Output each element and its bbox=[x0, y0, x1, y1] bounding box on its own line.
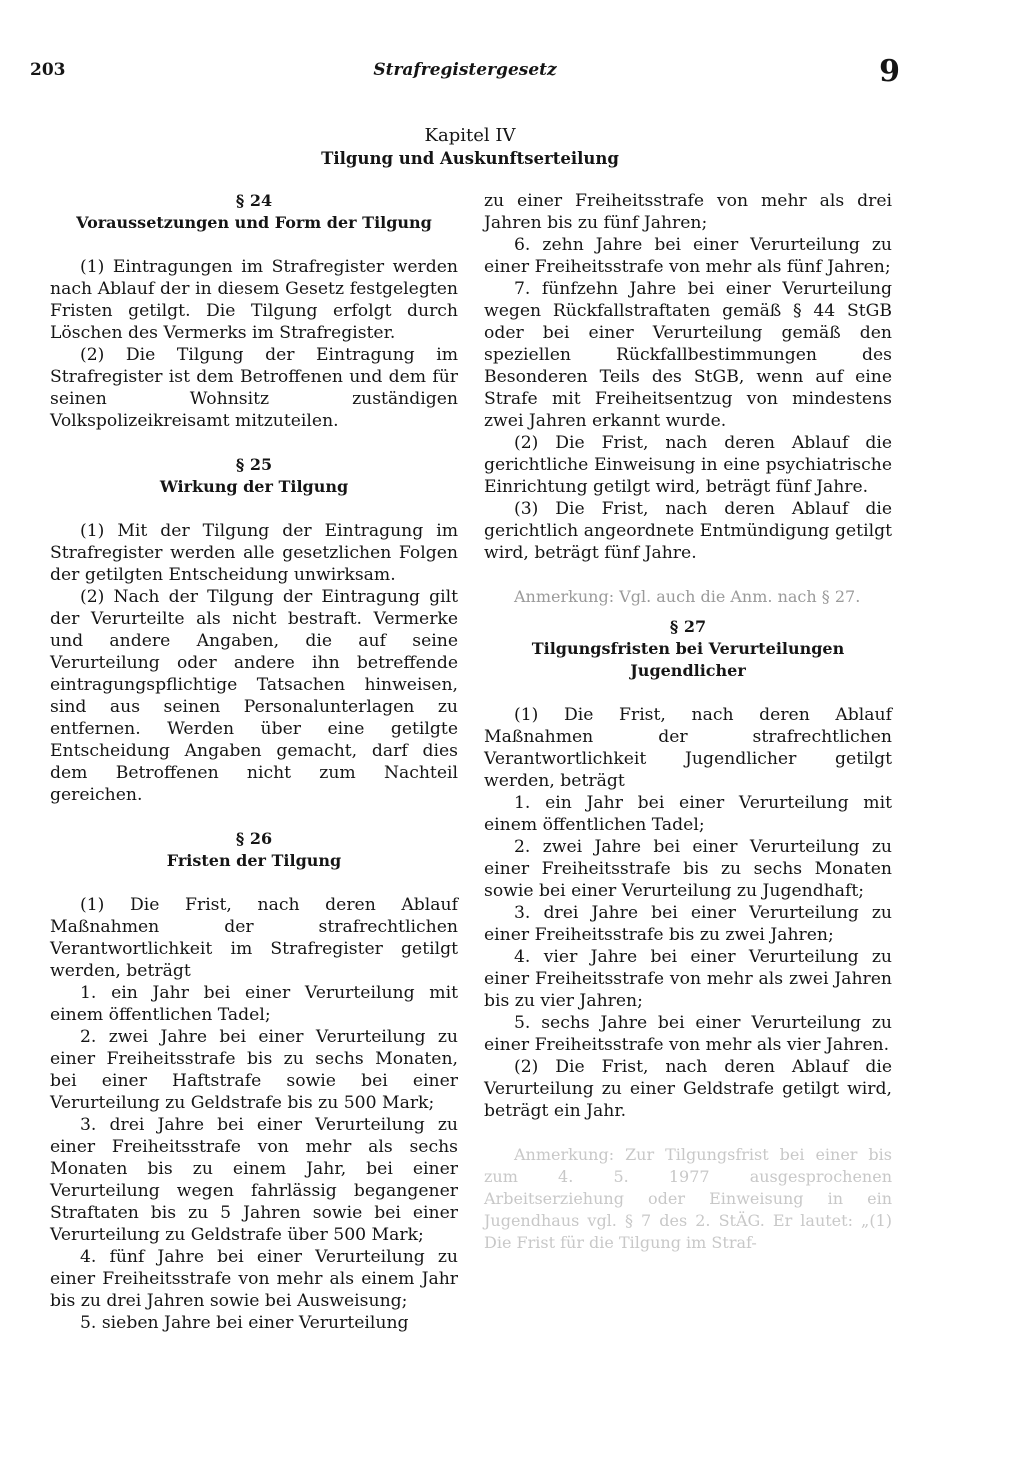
s26-item-5-continued: zu einer Freiheitsstrafe von mehr als drei Jahren bis zu fünf Jahren; bbox=[484, 191, 892, 233]
s27-annotation: Anmerkung: Zur Tilgungsfrist bei einer bis zum 4. 5. 1977 ausgesprochenen Arbeitserziehung oder Einweisung in ein Jugendhaus vgl. § 7 des 2. StÄG. Er lautet: „(1) Die Frist für die Tilgung im Straf- bbox=[484, 1145, 892, 1252]
chapter-title: Kapitel IV bbox=[424, 125, 516, 146]
chapter-subtitle: Tilgung und Auskunftserteilung bbox=[321, 149, 619, 168]
section-24-heading bbox=[50, 190, 458, 234]
section-24-number: § 24 bbox=[235, 191, 273, 210]
section-24-title: Voraussetzungen und Form der Tilgung bbox=[76, 213, 432, 232]
section-27-title: Tilgungsfristen bei Verurteilungen Jugendlicher bbox=[531, 639, 845, 680]
section-25-title: Wirkung der Tilgung bbox=[159, 477, 349, 496]
section-26-title: Fristen der Tilgung bbox=[166, 851, 342, 870]
section-27-heading bbox=[484, 616, 892, 682]
s26-paragraph-1: (1) Die Frist, nach deren Ablauf Maßnahmen der strafrechtlichen Verantwortlichkeit im Strafregister getilgt werden, beträgt bbox=[50, 895, 458, 981]
section-number: 9 bbox=[879, 54, 900, 89]
s26-item-2: 2. zwei Jahre bei einer Verurteilung zu einer Freiheitsstrafe bis zu sechs Monaten, bei einer Haftstrafe sowie bei einer Verurteilung zu Geldstrafe bis zu 500 Mark; bbox=[50, 1027, 458, 1113]
s26-item-4: 4. fünf Jahre bei einer Verurteilung zu einer Freiheitsstrafe von mehr als einem Jahr bis zu drei Jahren sowie bei Ausweisung; bbox=[50, 1247, 458, 1311]
chapter-heading bbox=[0, 124, 940, 170]
page-header bbox=[30, 54, 900, 94]
s25-paragraph-2: (2) Nach der Tilgung der Eintragung gilt der Verurteilte als nicht bestraft. Vermerke und andere Angaben, die auf seine Verurteilung oder andere ihn betreffende eintragungspflichtige Tatsachen hinweisen, sind aus seinen Personalunterlagen zu entfernen. Werden über eine getilgte Entscheidung Angaben gemacht, darf dies dem Betroffenen nicht zum Nachteil gereichen. bbox=[50, 587, 458, 805]
section-25-number: § 25 bbox=[235, 455, 273, 474]
running-title: Strafregistergesetz bbox=[373, 60, 557, 80]
s26-item-6: 6. zehn Jahre bei einer Verurteilung zu einer Freiheitsstrafe von mehr als fünf Jahren; bbox=[484, 235, 892, 277]
s26-paragraph-3: (3) Die Frist, nach deren Ablauf die gerichtlich angeordnete Entmündigung getilgt wird, beträgt fünf Jahre. bbox=[484, 499, 892, 563]
section-26-heading bbox=[50, 828, 458, 872]
s27-item-4: 4. vier Jahre bei einer Verurteilung zu einer Freiheitsstrafe von mehr als zwei Jahren bis zu vier Jahren; bbox=[484, 947, 892, 1011]
s27-paragraph-2: (2) Die Frist, nach deren Ablauf die Verurteilung zu einer Geldstrafe getilgt wird, beträgt ein Jahr. bbox=[484, 1057, 892, 1121]
section-27-number: § 27 bbox=[669, 617, 707, 636]
s27-paragraph-1: (1) Die Frist, nach deren Ablauf Maßnahmen der strafrechtlichen Verantwortlichkeit Jugendlicher getilgt werden, beträgt bbox=[484, 705, 892, 791]
s26-item-1: 1. ein Jahr bei einer Verurteilung mit einem öffentlichen Tadel; bbox=[50, 983, 458, 1025]
s26-item-5: 5. sieben Jahre bei einer Verurteilung bbox=[80, 1313, 409, 1333]
s27-item-3: 3. drei Jahre bei einer Verurteilung zu einer Freiheitsstrafe bis zu zwei Jahren; bbox=[484, 903, 892, 945]
left-column bbox=[50, 190, 458, 1334]
section-25-heading bbox=[50, 454, 458, 498]
s26-item-7: 7. fünfzehn Jahre bei einer Verurteilung wegen Rückfallstraftaten gemäß § 44 StGB oder bei einer Verurteilung gemäß den speziellen Rückfallbestimmungen des Besonderen Teils des StGB, wenn auf eine Strafe mit Freiheitsentzug von mindestens zwei Jahren erkannt wurde. bbox=[484, 279, 892, 431]
s27-item-2: 2. zwei Jahre bei einer Verurteilung zu einer Freiheitsstrafe bis zu sechs Monaten sowie bei einer Verurteilung zu Jugendhaft; bbox=[484, 837, 892, 901]
s26-paragraph-2: (2) Die Frist, nach deren Ablauf die gerichtliche Einweisung in eine psychiatrische Einrichtung getilgt wird, beträgt fünf Jahre. bbox=[484, 433, 892, 497]
s25-paragraph-1: (1) Mit der Tilgung der Eintragung im Strafregister werden alle gesetzlichen Folgen der getilgten Entscheidung unwirksam. bbox=[50, 521, 458, 585]
s27-item-5: 5. sechs Jahre bei einer Verurteilung zu einer Freiheitsstrafe von mehr als vier Jahren. bbox=[484, 1013, 892, 1055]
s26-annotation: Anmerkung: Vgl. auch die Anm. nach § 27. bbox=[514, 587, 861, 606]
s24-paragraph-1: (1) Eintragungen im Strafregister werden nach Ablauf der in diesem Gesetz festgelegten Fristen getilgt. Die Tilgung erfolgt durch Löschen des Vermerks im Strafregister. bbox=[50, 257, 458, 343]
right-column bbox=[484, 190, 892, 1254]
s24-paragraph-2: (2) Die Tilgung der Eintragung im Strafregister ist dem Betroffenen und dem für seinen Wohnsitz zuständigen Volkspolizeikreisamt mitzuteilen. bbox=[50, 345, 458, 431]
s26-item-3: 3. drei Jahre bei einer Verurteilung zu einer Freiheitsstrafe von mehr als sechs Monaten bis zu einem Jahr, bei einer Verurteilung wegen fahrlässig begangener Straftaten bis zu 5 Jahren sowie bei einer Verurteilung zu Geldstrafe über 500 Mark; bbox=[50, 1115, 458, 1245]
s27-item-1: 1. ein Jahr bei einer Verurteilung mit einem öffentlichen Tadel; bbox=[484, 793, 892, 835]
section-26-number: § 26 bbox=[235, 829, 273, 848]
page-number: 203 bbox=[30, 60, 66, 80]
